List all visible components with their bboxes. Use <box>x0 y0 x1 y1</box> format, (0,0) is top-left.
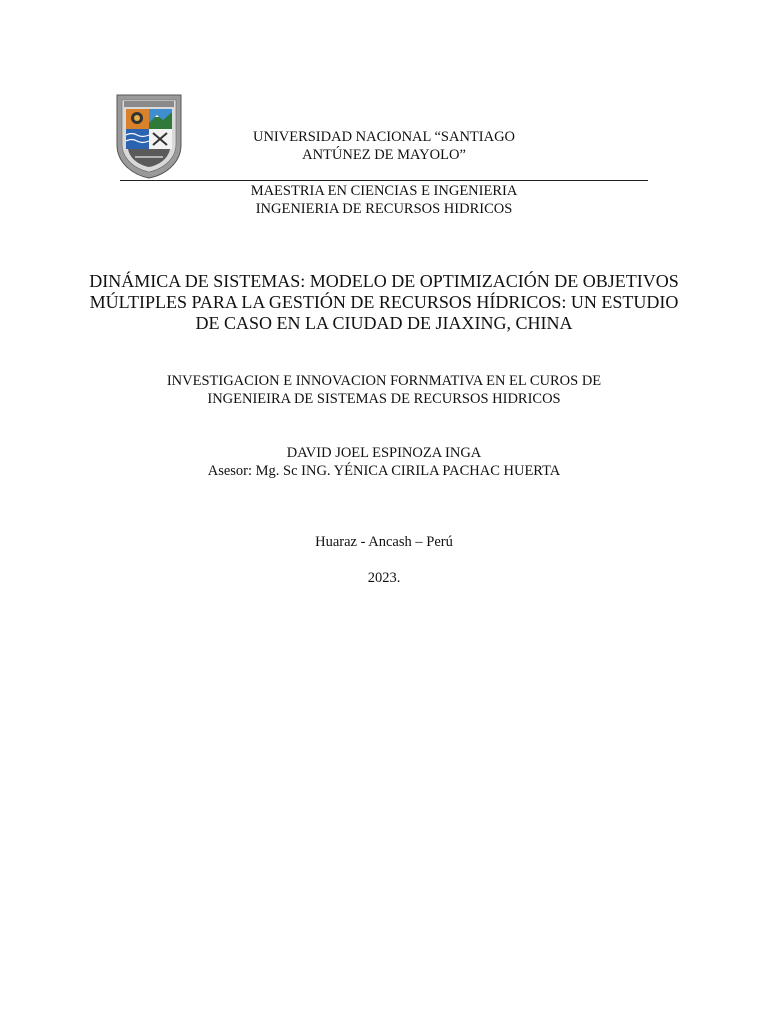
header-divider <box>120 180 648 181</box>
document-title-line2: MÚLTIPLES PARA LA GESTIÓN DE RECURSOS HÍDRICOS: UN ESTUDIO <box>89 292 679 312</box>
program-line2: INGENIERIA DE RECURSOS HIDRICOS <box>255 201 513 217</box>
course-line2: INGENIEIRA DE SISTEMAS DE RECURSOS HIDRICOS <box>207 391 561 407</box>
author-name: DAVID JOEL ESPINOZA INGA <box>286 445 482 461</box>
university-name-line2: ANTÚNEZ DE MAYOLO” <box>302 147 466 163</box>
document-title-line1: DINÁMICA DE SISTEMAS: MODELO DE OPTIMIZACIÓN DE OBJETIVOS <box>89 271 679 291</box>
location: Huaraz - Ancash – Perú <box>315 534 453 550</box>
year: 2023. <box>367 570 401 586</box>
advisor-name: Asesor: Mg. Sc ING. YÉNICA CIRILA PACHAC HUERTA <box>207 463 561 479</box>
program-line1: MAESTRIA EN CIENCIAS E INGENIERIA <box>250 183 518 199</box>
university-name-line1: UNIVERSIDAD NACIONAL “SANTIAGO <box>252 129 516 145</box>
document-title-line3: DE CASO EN LA CIUDAD DE JIAXING, CHINA <box>195 313 573 333</box>
course-line1: INVESTIGACION E INNOVACION FORNMATIVA EN EL CUROS DE <box>166 373 602 389</box>
